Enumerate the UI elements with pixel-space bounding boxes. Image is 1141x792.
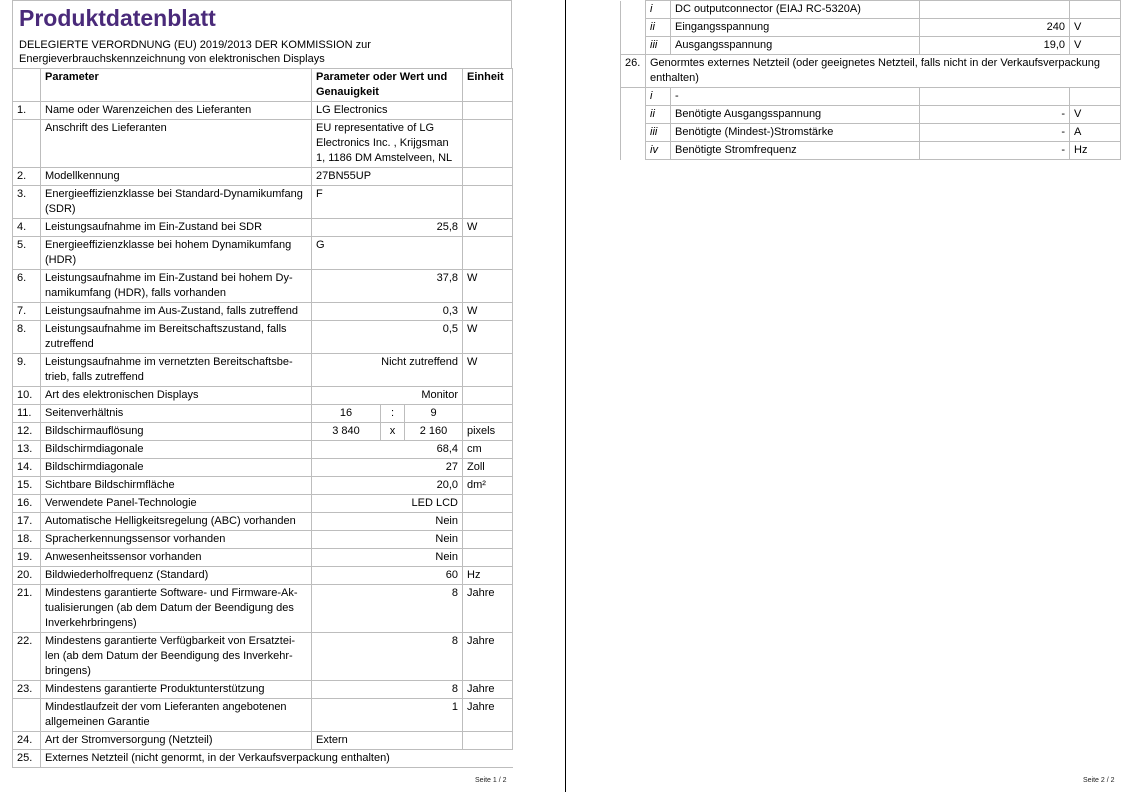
table-row [13, 531, 513, 549]
header-number [13, 69, 41, 102]
row-parameter: Spracherkennungssensor vorhanden [41, 531, 312, 549]
row-number: 24. [13, 732, 41, 750]
row-number [13, 699, 41, 732]
table-row [13, 219, 513, 237]
resolution-separator: x [381, 423, 405, 441]
row-value: - [920, 106, 1070, 124]
row-value: 27BN55UP [312, 168, 463, 186]
table-row [13, 681, 513, 699]
row-value: EU representative of LG Electronics Inc. , Krijgsman 1, 1186 DM Amstelveen, NL [312, 120, 463, 168]
row-unit [463, 531, 513, 549]
row-value: 60 [312, 567, 463, 585]
row-parameter: Externes Netzteil (nicht genormt, in der Verkaufsverpackung enthalten) [41, 750, 513, 768]
row-parameter: Verwendete Panel-Technologie [41, 495, 312, 513]
aspect-separator: : [381, 405, 405, 423]
row-unit [463, 387, 513, 405]
row-value: 27 [312, 459, 463, 477]
page-2 [620, 0, 1120, 160]
row-unit [463, 495, 513, 513]
row-unit [463, 168, 513, 186]
row-parameter: Anwesenheitssensor vorhanden [41, 549, 312, 567]
page-2-footer: Seite 2 / 2 [1083, 777, 1115, 784]
row-value: LED LCD [312, 495, 463, 513]
row-number: 13. [13, 441, 41, 459]
page-1-footer: Seite 1 / 2 [475, 777, 507, 784]
row-parameter: Name oder Warenzeichen des Lieferanten [41, 102, 312, 120]
table-row [13, 237, 513, 270]
table-row [13, 567, 513, 585]
table-row [13, 102, 513, 120]
table-row [13, 303, 513, 321]
row-number: 21. [13, 585, 41, 633]
sub-row [621, 124, 1121, 142]
row-value [920, 88, 1070, 106]
row-value: 25,8 [312, 219, 463, 237]
row-value: Nicht zutreffend [312, 354, 463, 387]
row-number: 16. [13, 495, 41, 513]
row-parameter: Bildschirmdiagonale [41, 459, 312, 477]
row-parameter: DC outputconnector (EIAJ RC-5320A) [671, 1, 920, 19]
row-value: - [920, 142, 1070, 160]
row-parameter: Leistungsaufnahme im Ein-Zustand bei SDR [41, 219, 312, 237]
row-unit [463, 186, 513, 219]
row-unit: cm [463, 441, 513, 459]
row-value: Nein [312, 549, 463, 567]
row-value: 240 [920, 19, 1070, 37]
row-unit [463, 549, 513, 567]
row-parameter: Benötigte Ausgangsspannung [671, 106, 920, 124]
row-number: 8. [13, 321, 41, 354]
row-number: 9. [13, 354, 41, 387]
table-header-row [13, 69, 513, 102]
sub-row [621, 1, 1121, 19]
row-parameter: Genormtes externes Netzteil (oder geeignetes Netzteil, falls nicht in der Verkaufsverpackung enthalten) [646, 55, 1121, 88]
row-parameter: - [671, 88, 920, 106]
row-parameter: Bildwiederholfrequenz (Standard) [41, 567, 312, 585]
row-value: 0,3 [312, 303, 463, 321]
row-unit: dm² [463, 477, 513, 495]
row-value: LG Electronics [312, 102, 463, 120]
row-number: 4. [13, 219, 41, 237]
row-value: 37,8 [312, 270, 463, 303]
row-unit: pixels [463, 423, 513, 441]
row-unit: V [1070, 19, 1121, 37]
row-unit: Jahre [463, 633, 513, 681]
row-unit [463, 102, 513, 120]
row-unit: W [463, 270, 513, 303]
row-parameter: Benötigte (Mindest-)Stromstärke [671, 124, 920, 142]
row-unit: W [463, 321, 513, 354]
row-parameter: Bildschirmauflösung [41, 423, 312, 441]
document-header [12, 0, 512, 68]
row-indent [621, 1, 646, 19]
resolution-height: 2 160 [405, 423, 463, 441]
row-indent [621, 37, 646, 55]
subtitle-line-2: Energieverbrauchskennzeichnung von elektronischen Displays [19, 53, 325, 65]
row-parameter: Seitenverhältnis [41, 405, 312, 423]
row-unit: Zoll [463, 459, 513, 477]
row-parameter: Mindestens garantierte Produktunterstützung [41, 681, 312, 699]
table-row [13, 513, 513, 531]
table-row [13, 423, 513, 441]
table-row [621, 55, 1121, 88]
roman-numeral: ii [646, 19, 671, 37]
row-number: 19. [13, 549, 41, 567]
roman-numeral: i [646, 88, 671, 106]
row-parameter: Mindestlaufzeit der vom Lieferanten angebotenen allgemeinen Garantie [41, 699, 312, 732]
table-row [13, 405, 513, 423]
row-parameter: Leistungsaufnahme im Bereitschaftszustand, falls zutreffend [41, 321, 312, 354]
table-row [13, 459, 513, 477]
row-value [920, 1, 1070, 19]
row-number: 6. [13, 270, 41, 303]
row-value: 1 [312, 699, 463, 732]
page-1 [12, 0, 512, 768]
row-value: 0,5 [312, 321, 463, 354]
row-unit: W [463, 303, 513, 321]
row-number: 14. [13, 459, 41, 477]
roman-numeral: iii [646, 124, 671, 142]
row-unit: Jahre [463, 681, 513, 699]
row-unit: Jahre [463, 699, 513, 732]
row-value: 20,0 [312, 477, 463, 495]
row-unit: W [463, 354, 513, 387]
table-row [13, 354, 513, 387]
product-data-table [12, 68, 513, 768]
row-unit [463, 405, 513, 423]
table-row [13, 477, 513, 495]
row-parameter: Eingangsspannung [671, 19, 920, 37]
resolution-width: 3 840 [312, 423, 381, 441]
regulation-subtitle [19, 38, 511, 66]
row-value: 19,0 [920, 37, 1070, 55]
row-unit [463, 237, 513, 270]
page-title: Produktdatenblatt [19, 5, 216, 31]
table-row [13, 585, 513, 633]
row-number: 25. [13, 750, 41, 768]
row-number: 7. [13, 303, 41, 321]
sub-row [621, 37, 1121, 55]
row-parameter: Sichtbare Bildschirmfläche [41, 477, 312, 495]
row-number: 18. [13, 531, 41, 549]
row-value: - [920, 124, 1070, 142]
row-number: 22. [13, 633, 41, 681]
table-row [13, 321, 513, 354]
row-parameter: Bildschirmdiagonale [41, 441, 312, 459]
roman-numeral: i [646, 1, 671, 19]
row-parameter: Leistungsaufnahme im vernetzten Bereitschaftsbe-trieb, falls zutreffend [41, 354, 312, 387]
power-supply-table [620, 0, 1121, 160]
row-parameter: Leistungsaufnahme im Aus-Zustand, falls zutreffend [41, 303, 312, 321]
row-unit [463, 120, 513, 168]
table-row [13, 270, 513, 303]
row-indent [621, 106, 646, 124]
row-value: Monitor [312, 387, 463, 405]
roman-numeral: ii [646, 106, 671, 124]
sub-row [621, 19, 1121, 37]
page-divider [565, 0, 566, 792]
row-parameter: Mindestens garantierte Verfügbarkeit von Ersatztei-len (ab dem Datum der Beendigung des Inverkehr-bringens) [41, 633, 312, 681]
row-number: 15. [13, 477, 41, 495]
header-unit: Einheit [463, 69, 513, 102]
row-number: 17. [13, 513, 41, 531]
row-value: 8 [312, 585, 463, 633]
row-number: 5. [13, 237, 41, 270]
row-parameter: Modellkennung [41, 168, 312, 186]
roman-numeral: iv [646, 142, 671, 160]
aspect-height: 9 [405, 405, 463, 423]
row-unit: V [1070, 106, 1121, 124]
row-parameter: Leistungsaufnahme im Ein-Zustand bei hohem Dy-namikumfang (HDR), falls vorhanden [41, 270, 312, 303]
row-number: 3. [13, 186, 41, 219]
row-number: 26. [621, 55, 646, 88]
table-row [13, 120, 513, 168]
row-number: 1. [13, 102, 41, 120]
row-parameter: Mindestens garantierte Software- und Firmware-Ak-tualisierungen (ab dem Datum der Beendigung des Inverkehrbringens) [41, 585, 312, 633]
row-parameter: Anschrift des Lieferanten [41, 120, 312, 168]
row-number: 11. [13, 405, 41, 423]
table-row [13, 387, 513, 405]
row-value: F [312, 186, 463, 219]
row-parameter: Benötigte Stromfrequenz [671, 142, 920, 160]
aspect-width: 16 [312, 405, 381, 423]
row-parameter: Energieeffizienzklasse bei hohem Dynamikumfang (HDR) [41, 237, 312, 270]
row-value: 68,4 [312, 441, 463, 459]
row-number: 23. [13, 681, 41, 699]
row-unit: Hz [1070, 142, 1121, 160]
table-row [13, 750, 513, 768]
table-row [13, 633, 513, 681]
table-row [13, 699, 513, 732]
row-value: Nein [312, 513, 463, 531]
row-parameter: Ausgangsspannung [671, 37, 920, 55]
header-parameter: Parameter [41, 69, 312, 102]
row-value: G [312, 237, 463, 270]
row-value: 8 [312, 681, 463, 699]
row-value: Nein [312, 531, 463, 549]
row-parameter: Art des elektronischen Displays [41, 387, 312, 405]
row-unit: V [1070, 37, 1121, 55]
row-parameter: Automatische Helligkeitsregelung (ABC) vorhanden [41, 513, 312, 531]
row-unit: A [1070, 124, 1121, 142]
row-unit: W [463, 219, 513, 237]
sub-row [621, 142, 1121, 160]
subtitle-line-1: DELEGIERTE VERORDNUNG (EU) 2019/2013 DER KOMMISSION zur [19, 39, 371, 51]
row-unit [463, 513, 513, 531]
row-number: 2. [13, 168, 41, 186]
row-parameter: Energieeffizienzklasse bei Standard-Dynamikumfang (SDR) [41, 186, 312, 219]
row-number [13, 120, 41, 168]
row-number: 20. [13, 567, 41, 585]
row-value: 8 [312, 633, 463, 681]
row-unit [463, 732, 513, 750]
row-number: 10. [13, 387, 41, 405]
table-row [13, 549, 513, 567]
table-row [13, 441, 513, 459]
row-indent [621, 142, 646, 160]
row-value: Extern [312, 732, 463, 750]
table-row [13, 186, 513, 219]
row-indent [621, 19, 646, 37]
header-value: Parameter oder Wert und Genauigkeit [312, 69, 463, 102]
row-number: 12. [13, 423, 41, 441]
sub-row [621, 106, 1121, 124]
row-parameter: Art der Stromversorgung (Netzteil) [41, 732, 312, 750]
row-unit [1070, 88, 1121, 106]
row-unit: Hz [463, 567, 513, 585]
row-unit [1070, 1, 1121, 19]
row-unit: Jahre [463, 585, 513, 633]
table-row [13, 168, 513, 186]
roman-numeral: iii [646, 37, 671, 55]
table-row [13, 495, 513, 513]
sub-row [621, 88, 1121, 106]
table-row [13, 732, 513, 750]
row-indent [621, 124, 646, 142]
row-indent [621, 88, 646, 106]
